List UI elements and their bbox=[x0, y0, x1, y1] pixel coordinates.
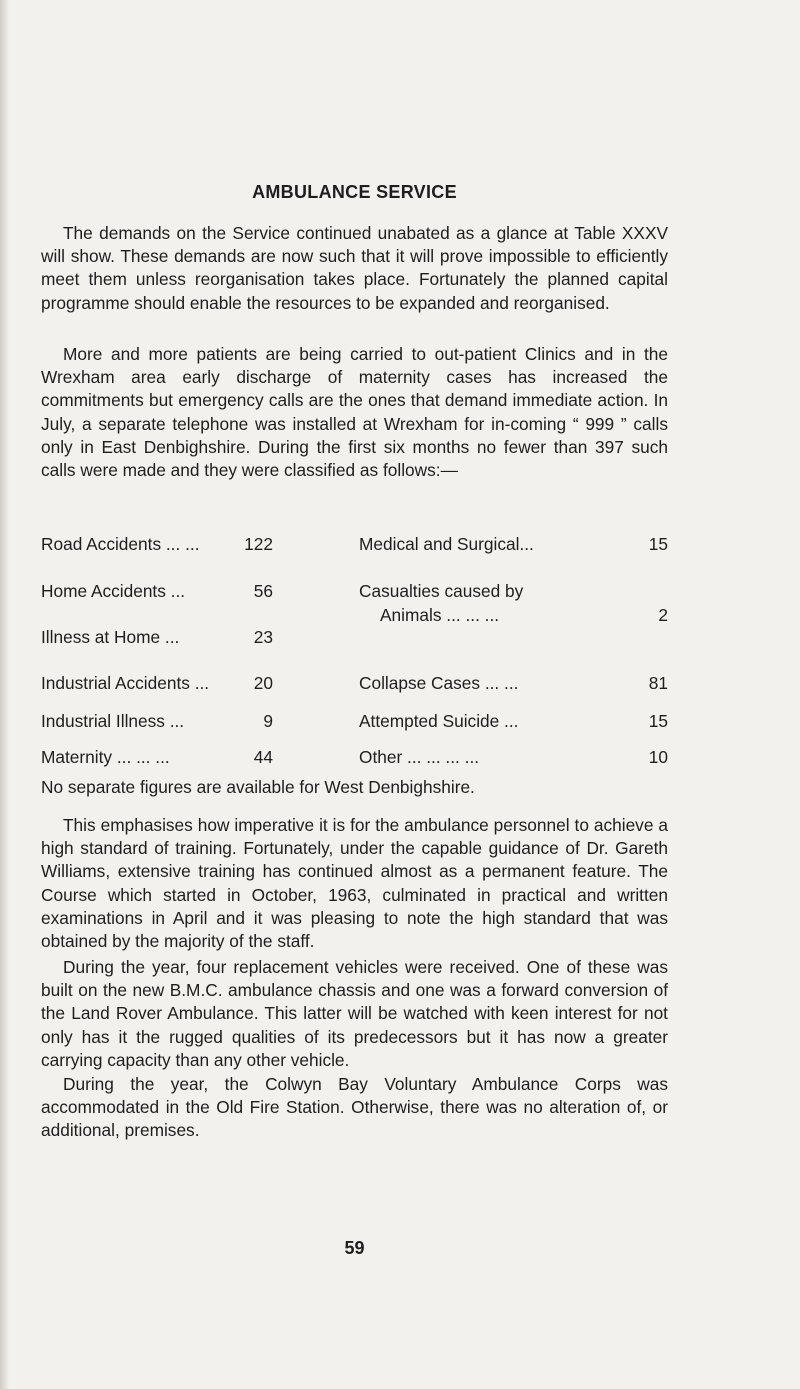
intro-paragraph: The demands on the Service continued unabated as a glance at Table XXXV will show. These demands are now such that it will prove impossible to efficiently meet them unless reorganisation takes place. Fortunately the planned capital programme should enable the resources to be expanded and reorganised. bbox=[41, 223, 668, 313]
page-title: AMBULANCE SERVICE bbox=[252, 182, 457, 202]
table-row-label: Road Accidents ... ... bbox=[41, 534, 200, 554]
table-row-label: Animals ... ... ... bbox=[380, 605, 500, 625]
table-row-label: Home Accidents ... bbox=[41, 581, 186, 601]
training-paragraph: This emphasises how imperative it is for the ambulance personnel to achieve a high standard of training. Fortunately, under the capable guidance of Dr. Gareth Williams, extensive training has continued almost as a permanent feature. The Course which started in October, 1963, culminated in practical and written examinations in April and it was pleasing to note the high standard that was obtained by the majority of the staff. bbox=[41, 815, 668, 952]
page-number: 59 bbox=[344, 1238, 365, 1258]
calls-paragraph: More and more patients are being carried to out-patient Clinics and in the Wrexham area early discharge of maternity cases has increased the commitments but emergency calls are the ones that demand immediate action. In July, a separate telephone was installed at Wrexham for in-coming “ 999 ” calls only in East Denbighshire. During the first six months no fewer than 397 such calls were made and they were classified as follows:— bbox=[41, 344, 668, 481]
table-row-label: Casualties caused by bbox=[359, 581, 524, 601]
table-row-label: Industrial Accidents ... bbox=[41, 673, 210, 693]
table-row-label: Illness at Home ... bbox=[41, 627, 180, 647]
table-row-label: Other ... ... ... ... bbox=[359, 747, 480, 767]
vehicles-paragraph: During the year, four replacement vehicles were received. One of these was built on the new B.M.C. ambulance chassis and one was a forward conversion of the Land Rover Ambulance. This latter will be watched with keen interest for not only has it the rugged qualities of its predecessors but it has now a greater carrying capacity than any other vehicle. bbox=[41, 957, 668, 1070]
table-row-label: Medical and Surgical... bbox=[359, 534, 534, 554]
table-row-label: Industrial Illness ... bbox=[41, 711, 185, 731]
table-note: No separate figures are available for West Denbighshire. bbox=[41, 777, 475, 797]
table-row-label: Maternity ... ... ... bbox=[41, 747, 170, 767]
table-row-label: Attempted Suicide ... bbox=[359, 711, 519, 731]
table-row-label: Collapse Cases ... ... bbox=[359, 673, 519, 693]
page-edge-shadow bbox=[0, 0, 10, 1389]
premises-paragraph: During the year, the Colwyn Bay Voluntary Ambulance Corps was accommodated in the Old Fire Station. Otherwise, there was no alteration of, or additional, premises. bbox=[41, 1074, 668, 1141]
